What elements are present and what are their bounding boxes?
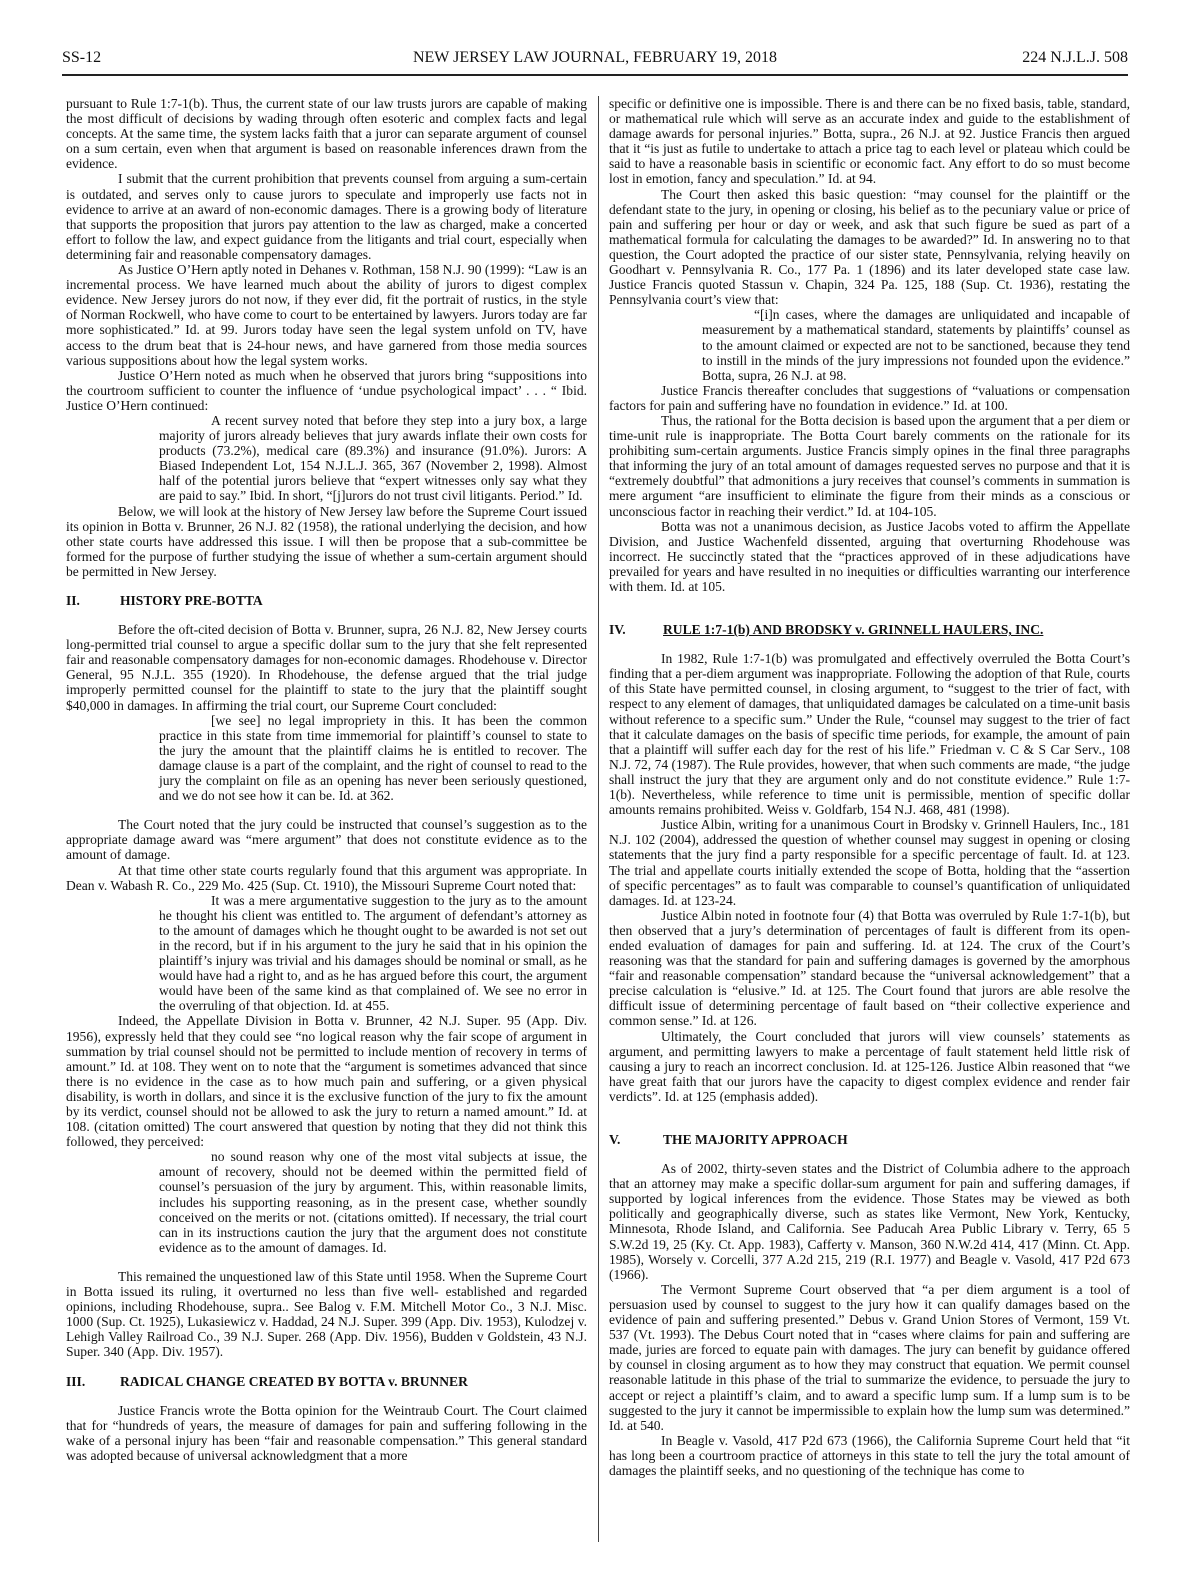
journal-citation: 224 N.J.L.J. 508 — [1022, 49, 1128, 66]
paragraph: pursuant to Rule 1:7-1(b). Thus, the current state of our law trusts jurors are capable of making the most difficult of decisions by wading through often esoteric and complex facts and legal concepts. At the same time, the system lacks faith that a juror can separate argument of counsel on a sum certain, even when that argument is based on reasonable inferences drawn from the evidence. — [66, 96, 587, 172]
section-number: IV. — [609, 622, 626, 638]
paragraph: The Vermont Supreme Court observed that “a per diem argument is a tool of persuasion used by counsel to suggest to the jury how it can qualify damages based on the evidence of pain and suffering presented.” Debus v. Grand Union Stores of Vermont, 159 Vt. 537 (Vt. 1993). The Debus Court noted that in “cases where claims for pain and suffering are made, juries are forced to equate pain with damages. The jury can benefit by guidance offered by counsel in closing argument as to how they may construct that equation. We permit counsel reasonable latitude in this phase of the trial to summarize the evidence, to persuade the jury to accept or reject a plaintiff’s claim, and to award a specific lump sum. If a lump sum is to be suggested to the jury it cannot be impermissible to explain how the lump sum was determined.” Id. at 540. — [609, 1281, 1130, 1433]
paragraph: At that time other state courts regularly found that this argument was appropriate. In Dean v. Wabash R. Co., 229 Mo. 425 (Sup. Ct. 1910), the Missouri Supreme Court noted that: — [66, 862, 587, 893]
section-title: RULE 1:7-1(b) AND BRODSKY v. GRINNELL HAULERS, INC. — [663, 622, 1044, 638]
paragraph: I submit that the current prohibition that prevents counsel from arguing a sum-certain is outdated, and serves only to cause jurors to speculate and improperly use facts not in evidence to arrive at an award of non-economic damages. There is a growing body of literature that supports the proposition that jurors pay attention to the law as charged, make a concerted effort to follow the law, and expect guidance from the litigants and trial court, especially when determining fair and reasonable compensatory damages. — [66, 171, 587, 262]
paragraph: specific or definitive one is impossible. There is and there can be no fixed basis, table, standard, or mathematical rule which will serve as an accurate index and guide to the establishment of damage awards for personal injuries.” Botta, supra., 26 N.J. at 92. Justice Francis then argued that it “is just as futile to undertake to attach a price tag to each level or plateau which could be said to have a reasonable basis in scientific or economic fact. Any effort to do so must become lost in emotion, fancy and speculation.” Id. at 94. — [609, 96, 1130, 187]
journal-title: NEW JERSEY LAW JOURNAL, FEBRUARY 19, 2018 — [412, 49, 778, 66]
paragraph: Justice Francis wrote the Botta opinion for the Weintraub Court. The Court claimed that for “hundreds of years, the measure of damages for pain and suffering following in the wake of a personal injury has been “fair and reasonable compensation.” This general standard was adopted because of universal acknowledgment that a more — [66, 1402, 587, 1463]
paragraph: Thus, the rational for the Botta decision is based upon the argument that a per diem or time-unit rule is inappropriate. The Botta Court barely comments on the rationale for its prohibiting sum-certain arguments. Justice Francis simply opines in the final three paragraphs that informing the jury of an total amount of damages requested serves no purpose and that it is “extremely doubtful” that admonitions a jury receives that counsel’s comments in summation is mere argument “are insufficient to eliminate the figure from their minds as a conscious or unconscious factor in reaching their verdict.” Id. at 104-105. — [609, 412, 1130, 519]
section-heading — [66, 1374, 587, 1389]
block-quote: A recent survey noted that before they step into a jury box, a large majority of jurors already believes that jury awards inflate their own costs for products (73.2%), medical care (89.3%) and insurance (91.0%). Jurors: A Biased Independent Lot, 154 N.J.L.J. 365, 367 (November 2, 1998). Almost half of the potential jurors believe that “expert witnesses only say what they are paid to say.” Ibid. In short, “[j]urors do not trust civil litigants. Period.” Id. — [159, 412, 587, 504]
section-number: II. — [66, 593, 80, 608]
paragraph: This remained the unquestioned law of this State until 1958. When the Supreme Court in Botta issued its ruling, it overturned no less than five well- established and regarded opinions, including Rhodehouse, supra.. See Balog v. F.M. Mitchell Motor Co., 3 N.J. Misc. 1000 (Sup. Ct. 1925), Lukasiewicz v. Haddad, 24 N.J. Super. 399 (App. Div. 1953), Kulodzej v. Lehigh Valley Railroad Co., 39 N.J. Super. 268 (App. Div. 1956), Budden v Goldstein, 43 N.J. Super. 340 (App. Div. 1957). — [66, 1268, 587, 1360]
page-number: SS-12 — [62, 49, 102, 66]
paragraph: Justice Albin, writing for a unanimous Court in Brodsky v. Grinnell Haulers, Inc., 181 N.J. 102 (2004), addressed the question of whether counsel may suggest in opening or closing statements that the jury find a party responsible for a specific percentage of fault. Id. at 123. The trial and appellate courts initially extended the scope of Botta, holding that the “assertion of specific percentages” as to fault was comparable to counsel’s quantification of unliquidated damages. Id. at 123-24. — [609, 817, 1130, 908]
section-title: HISTORY PRE-BOTTA — [120, 593, 263, 608]
section-heading — [609, 622, 1130, 637]
paragraph: Below, we will look at the history of New Jersey law before the Supreme Court issued its opinion in Botta v. Brunner, 26 N.J. 82 (1958), the rational underlying the decision, and how other state courts have addressed this issue. I will then be propose that a sub-committee be formed for the purpose of further studying the issue of whether a sum-certain argument should be permitted in New Jersey. — [66, 503, 587, 579]
column-divider — [598, 96, 599, 1542]
paragraph: Justice Albin noted in footnote four (4) that Botta was overruled by Rule 1:7-1(b), but then observed that a jury’s determination of percentages of fault is different from its open-ended evaluation of damages for pain and suffering. Id. at 124. The crux of the Court’s reasoning was that the standard for pain and suffering damages is governed by the amorphous “fair and reasonable compensation” standard because the “universal acknowledgement” that a precise calculation is “elusive.” Id. at 125. The Court found that jurors are able resolve the difficult issue of determining percentage of fault based on “their collective experience and common sense.” Id. at 126. — [609, 907, 1130, 1029]
paragraph: Before the oft-cited decision of Botta v. Brunner, supra, 26 N.J. 82, New Jersey courts long-permitted trial counsel to argue a specific dollar sum to the jury that she felt represented fair and reasonable compensatory damages for non-economic damages. Rhodehouse v. Director General, 95 N.J.L. 355 (1920). In Rhodehouse, the defense argued that the trial judge improperly permitted counsel for the plaintiff to state to the jury that the plaintiff sought $40,000 in damages. In affirming the trial court, our Supreme Court concluded: — [66, 622, 587, 713]
running-header — [62, 48, 1128, 68]
section-heading — [66, 593, 587, 608]
paragraph: Justice O’Hern noted as much when he observed that jurors bring “suppositions into the courtroom sufficient to counter the influence of ‘undue psychological impact’ . . . “ Ibid. Justice O’Hern continued: — [66, 367, 587, 413]
paragraph: Indeed, the Appellate Division in Botta v. Brunner, 42 N.J. Super. 95 (App. Div. 1956), expressly held that they could see “no logical reason why the fair scope of argument in summation by trial counsel should not be permitted to include mention of recovery in terms of amount.” Id. at 108. They went on to note that the “argument is sometimes advanced that since there is no evidence in the case as to how much pain and suffering, or a given physical disability, is worth in dollars, and since it is the exclusive function of the jury to fix the amount by its verdict, counsel should not be allowed to ask the jury to return a named amount.” Id. at 108. (citation omitted) The court answered that question by noting that they did not think this followed, they perceived: — [66, 1013, 587, 1150]
block-quote: [we see] no legal impropriety in this. It has been the common practice in this state from time immemorial for plaintiff’s counsel to state to the jury the amount that the plaintiff claims he is entitled to recover. The damage clause is a part of the complaint, and the right of counsel to read to the jury the complaint on file as an opening has never been seriously questioned, and we do not see how it can be. Id. at 362. — [159, 712, 587, 804]
block-quote: no sound reason why one of the most vital subjects at issue, the amount of recovery, should not be deemed within the permitted field of counsel’s persuasion of the jury by argument. This, within reasonable limits, includes his supporting reasoning, as in the present case, whether soundly conceived on the merits or not. (citations omitted). If necessary, the trial court can in its instructions caution the jury that the argument does not constitute evidence as to the amount of damages. Id. — [159, 1149, 587, 1255]
paragraph: In Beagle v. Vasold, 417 P2d 673 (1966), the California Supreme Court held that “it has long been a courtroom practice of attorneys in this state to tell the jury the total amount of damages the plaintiff seeks, and no questioning of the technique has come to — [609, 1432, 1130, 1478]
section-title: RADICAL CHANGE CREATED BY BOTTA v. BRUNNER — [120, 1373, 468, 1389]
paragraph: The Court then asked this basic question: “may counsel for the plaintiff or the defendant state to the jury, in opening or closing, his belief as to the pecuniary value or price of pain and suffering per hour or day or week, and ask that such figure be sued as part of a mathematical formula for calculating the damages to be awarded?” Id. In answering no to that question, the Court adopted the practice of our sister state, Pennsylvania, relying heavily on Goodhart v. Pennsylvania R. Co., 177 Pa. 1 (1896) and its later developed state case law. Justice Francis quoted Stassun v. Chapin, 324 Pa. 125, 188 (Sup. Ct. 1936), restating the Pennsylvania court’s view that: — [609, 186, 1130, 308]
left-column — [66, 96, 587, 1546]
paragraph: The Court noted that the jury could be instructed that counsel’s suggestion as to the appropriate damage award was “mere argument” that does not constitute evidence as to the amount of damage. — [66, 817, 587, 863]
paragraph: Botta was not a unanimous decision, as Justice Jacobs voted to affirm the Appellate Division, and Justice Wachenfeld dissented, arguing that overturning Rhodehouse was incorrect. He succinctly stated that the “practices approved of in these adjudications have prevailed for years and have resulted in no inequities or difficulties warranting our interference with them. Id. at 105. — [609, 518, 1130, 594]
paragraph: Justice Francis thereafter concludes that suggestions of “valuations or compensation factors for pain and suffering have no foundation in evidence.” Id. at 100. — [609, 382, 1130, 413]
paragraph: In 1982, Rule 1:7-1(b) was promulgated and effectively overruled the Botta Court’s finding that a per-diem argument was inappropriate. Following the adoption of that Rule, courts of this State have permitted counsel, in closing argument, to “suggest to the trier of fact, with respect to any element of damages, that unliquidated damages be calculated on a time-unit basis without reference to a specific sum.” Under the Rule, “counsel may suggest to the trier of fact that it calculate damages on the basis of specific time periods, for example, the amount of pain that a plaintiff will suffer each day for the rest of his life.” Friedman v. C & S Car Serv., 108 N.J. 72, 74 (1987). The Rule provides, however, that when such comments are made, “the judge shall instruct the jury that they are argument only and do not constitute evidence.” Rule 1:7-1(b). Nevertheless, while reference to time unit is permissible, mention of specific dollar amounts remains prohibited. Weiss v. Goldfarb, 154 N.J. 468, 481 (1998). — [609, 651, 1130, 818]
block-quote: “[i]n cases, where the damages are unliquidated and incapable of measurement by a mathematical standard, statements by plaintiffs’ counsel as to the amount claimed or expected are not to be sanctioned, because they tend to instill in the minds of the jury impressions not founded upon the evidence.” Botta, supra, 26 N.J. at 98. — [702, 307, 1130, 383]
paragraph: As of 2002, thirty-seven states and the District of Columbia adhere to the approach that an attorney may make a specific dollar-sum argument for pain and suffering damages, if supported by logical inferences from the evidence. Those States may be viewed as both politically and geographically diverse, such as states like Vermont, New York, Kentucky, Minnesota, Rhode Island, and California. See Paducah Area Public Library v. Terry, 65 5 S.W.2d 19, 25 (Ky. Ct. App. 1983), Cafferty v. Manson, 360 N.W.2d 414, 417 (Minn. Ct. App. 1985), Worsely v. Corcelli, 377 A.2d 215, 219 (R.I. 1977) and Beagle v. Vasold, 417 P2d 673 (1966). — [609, 1161, 1130, 1282]
block-quote: It was a mere argumentative suggestion to the jury as to the amount he thought his client was entitled to. The argument of defendant’s attorney as to the amount of damages which he thought ought to be awarded is not set out in the record, but if in his argument to the jury he said that in his opinion the plaintiff’s injury was trivial and his damages should be nominal or small, as he would have had a right to, and as he has argued before this court, the argument would have been of the same kind as that complained of. We see no error in the overruling of that objection. Id. at 455. — [159, 892, 587, 1014]
paragraph: Ultimately, the Court concluded that jurors will view counsels’ statements as argument, and permitting lawyers to make a percentage of fault statement held little risk of causing a jury to reach an incorrect conclusion. Id. at 125-126. Justice Albin reasoned that “we have great faith that our jurors have the capacity to digest complex evidence and render fair verdicts”. Id. at 125 (emphasis added). — [609, 1028, 1130, 1104]
section-heading — [609, 1132, 1130, 1147]
paragraph: As Justice O’Hern aptly noted in Dehanes v. Rothman, 158 N.J. 90 (1999): “Law is an incremental process. We have learned much about the ability of jurors to digest complex evidence. New Jersey jurors do not now, if they ever did, fit the portrait of rustics, in the style of Norman Rockwell, who have come to court to be entertained by lawyers. Jurors today are far more sophisticated.” Id. at 99. Jurors today have seen the legal system unfold on TV, have access to the drum beat that is 24-hour news, and have garnered from those media sources various suppositions about how the legal system works. — [66, 262, 587, 368]
section-number: III. — [66, 1373, 86, 1389]
section-number: V. — [609, 1132, 621, 1147]
right-column — [609, 96, 1130, 1546]
header-rule — [62, 74, 1128, 76]
section-title: THE MAJORITY APPROACH — [663, 1132, 848, 1147]
